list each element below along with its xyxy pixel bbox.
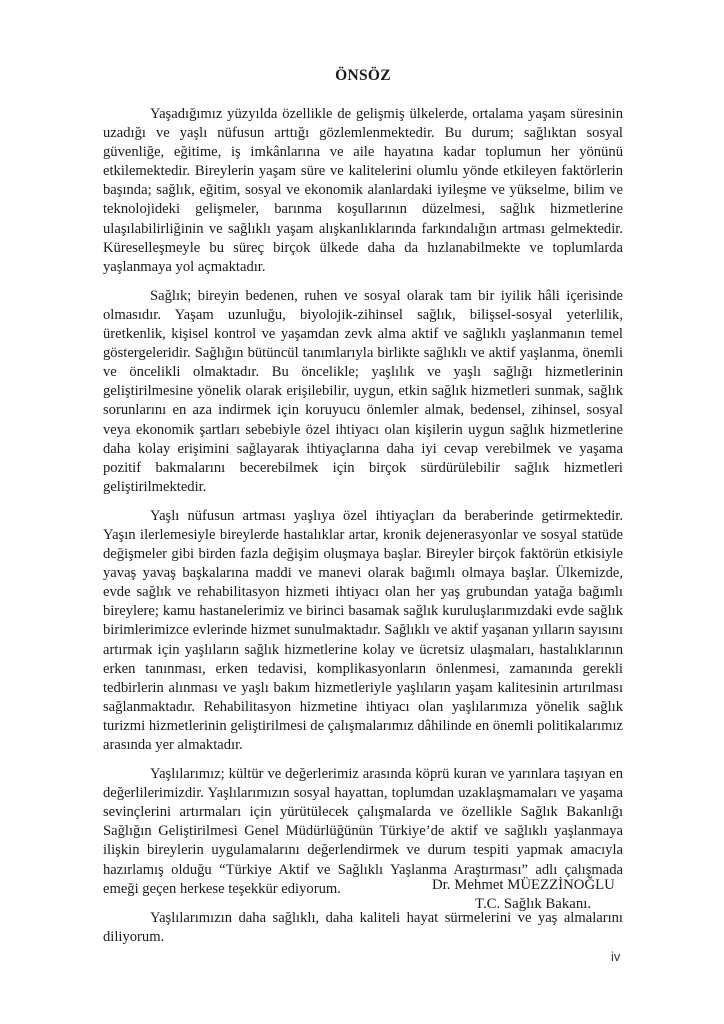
paragraph-elderly-needs: Yaşlı nüfusun artması yaşlıya özel ihtiyaçları da beraberinde getirmektedir. Yaşın ilerlemesiyle bireylerde hastalıklar artar, kronik dejenerasyonlar ve sosyal statüde değişmeler gibi birden fazla değişim oluşmaya başlar. Bireyler birçok faktörün etkisiyle yavaş yavaş başkalarına maddi ve manevi olarak bağımlı olmaya başlar. Ülkemizde, evde sağlık ve rehabilitasyon hizmeti ihtiyacı olan her yaş grubundan yatağa bağımlı bireylere; kamu hastanelerimiz ve birinci basamak sağlık kuruluşlarımızdaki evde sağlık birimlerimizce evlerinde hizmet sunulmaktadır. Sağlıklı ve aktif yaşanan yılların sayısını artırmak için yaşlıların sağlık hizmetlerine kolay ve ücretsiz ulaşmaları, hastalıklarının erken tanınması, erken tedavisi, komplikasyonların önlenmesi, zamanında gerekli tedbirlerin alınması ve yaşlı bakım hizmetleriyle yaşlıların yaşam kalitesinin artırılması sağlanmaktadır. Rehabilitasyon hizmetine ihtiyacı olan yaşlılarımıza yönelik sağlık turizmi hizmetlerinin geliştirilmesi de çalışmalarımız dâhilinde en önemli politikalarımız arasında yer almaktadır. <box>103 507 623 753</box>
paragraph-health-definition: Sağlık; bireyin bedenen, ruhen ve sosyal olarak tam bir iyilik hâli içerisinde olmasıdır. Yaşam uzunluğu, biyolojik-zihinsel sağlık, bilişsel-sosyal yeterlilik, üretkenlik, kişisel kontrol ve yaşamdan zevk alma aktif ve sağlıklı yaşlanmanın temel göstergeleridir. Sağlığın bütüncül tanımlarıyla birlikte sağlıklı ve aktif yaşlanma, önemli ve öncelikli olmaktadır. Bu öncelikle; yaşlılık ve yaşlı sağlığı hizmetlerinin geliştirilmesine yönelik olarak erişilebilir, uygun, etkin sağlık hizmetleri sunmak, sağlık sorunlarını en aza indirmek için koruyucu önlemler almak, bedensel, zihinsel, sosyal veya ekonomik şartları sebebiyle özel ihtiyacı olan kişilerin uygun sağlık hizmetlerine daha kolay erişimini sağlayarak ihtiyaçlarına daha iyi cevap verebilmek ve yaşama pozitif bakmalarını becerebilmek için birçok sürdürülebilir sağlık hizmetleri geliştirilmektedir. <box>103 287 623 495</box>
paragraph-wishes: Yaşlılarımızın daha sağlıklı, daha kaliteli hayat sürmelerini ve yaş almalarını diliyorum. <box>103 909 623 945</box>
document-page <box>103 66 623 957</box>
page-title: ÖNSÖZ <box>335 67 391 84</box>
signature-role: T.C. Sağlık Bakanı. <box>475 896 592 912</box>
paragraph-acknowledgement: Yaşlılarımız; kültür ve değerlerimiz arasında köprü kuran ve yarınlara taşıyan en değerlilerimizdir. Yaşlılarımızın sosyal hayattan, toplumdan uzaklaşmamaları ve yaşama sevinçlerini artırmaları için yürütülecek çalışmalarda ve özellikle Sağlık Bakanlığı Sağlığın Geliştirilmesi Genel Müdürlüğünün Türkiye’de aktif ve sağlıklı yaşlanmaya ilişkin bireylerin uygulamalarını değerlendirmek ve durum tespiti yapmak amacıyla hazırlamış olduğu “Türkiye Aktif ve Sağlıklı Yaşlanma Araştırması” adlı çalışmada emeği geçen herkese teşekkür ediyorum. <box>103 766 623 897</box>
signature-name: Dr. Mehmet MÜEZZİNOĞLU <box>432 877 615 893</box>
paragraph-intro: Yaşadığımız yüzyılda özellikle de gelişmiş ülkelerde, ortalama yaşam süresinin uzadığı ve yaşlı nüfusun arttığı gözlemlenmektedir. Bu durum; sağlıktan sosyal güvenliğe, eğitime, iş imkânlarına ve aile hayatına kadar toplumun her yönünü etkilemektedir. Bireylerin yaşam süre ve kalitelerini olumlu yönde etkileyen faktörlerin başında; sağlık, eğitim, sosyal ve ekonomik alanlardaki iyileşme ve yükselme, bilim ve teknolojideki gelişmeler, barınma koşullarının düzelmesi, sağlık hizmetlerine ulaşılabilirliğinin ve sağlıklı yaşam alışkanlıklarında farkındalığın artması gelmektedir. Küreselleşmeyle bu süreç birçok ülkede daha da hızlanabilmekte ve toplumlarda yaşlanmaya yol açmaktadır. <box>103 106 623 275</box>
signature-block <box>432 876 615 914</box>
page-number: iv <box>611 949 621 964</box>
